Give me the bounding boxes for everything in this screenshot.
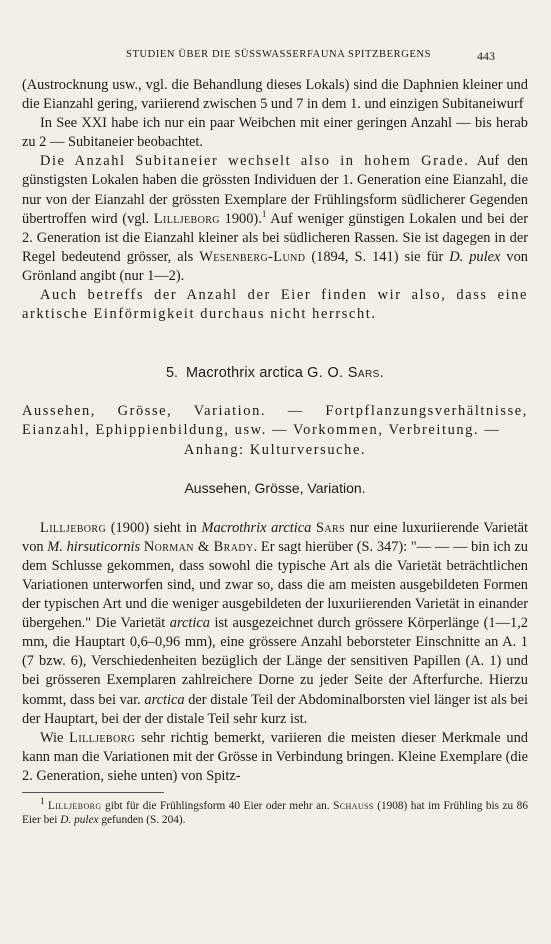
author-name: Norman & Brady [143, 538, 254, 555]
text-run: 1900). [219, 210, 262, 227]
running-title: STUDIEN ÜBER DIE SÜSSWASSERFAUNA SPITZBERGENS [126, 49, 432, 60]
paragraph-eianzahl [22, 152, 528, 286]
section-contents: Aussehen, Grösse, Variation. — Fortpflanzungsverhältnisse, Eianzahl, Ephippienbildung, usw. — Vorkommen, Verbreitung. — [22, 403, 528, 439]
author-name: Wesenberg-Lund [199, 248, 306, 265]
section-heading [22, 364, 528, 383]
author-name: Schauss [333, 800, 374, 812]
text-run: Auf den günstigsten Lokalen haben die grössten Individuen der 1. Generation eine Eianzahl, die nur von der Eianzahl der grössten Exemplare der Frühlingsform südlicherer Gegenden übertroffen wird (vgl. [22, 153, 528, 227]
text-run: (1900) sieht in [106, 519, 202, 536]
footnote-ref: 1 [261, 208, 267, 219]
author-name: Lilljeborg [47, 800, 102, 812]
text-run: (1908) hat im Frühling bis zu 86 Eier bei [22, 800, 528, 827]
paragraph-variation [22, 729, 528, 786]
paragraph-continuation: (Austrocknung usw., vgl. die Behandlung dieses Lokals) sind die Daphnien kleiner und die Eianzahl gering, variierend zwischen 5 und 7 in dem 1. und einzigen Subitaneiwurf [22, 77, 528, 113]
paragraph-conclusion: Auch betreffs der Anzahl der Eier finden wir also, dass eine arktische Einförmigkeit durchaus nicht herrscht. [22, 287, 528, 323]
footnote-mark: 1 [40, 796, 45, 807]
variety-name: arctica [169, 615, 210, 632]
text-run: der distale Teil der Abdominalborsten viel länger ist als bei der Hauptart, bei der der distale Teil sehr kurz ist. [22, 691, 528, 727]
author-name: Sars [316, 519, 346, 536]
paragraph-lilljeborg [22, 519, 528, 729]
species-name: M. hirsuticornis [47, 538, 141, 555]
text-run: nur eine luxuriierende Varietät von [22, 519, 528, 555]
text-run: (1894, S. 141) sie für [305, 248, 450, 265]
page-body [22, 76, 528, 828]
text-run: Wie [40, 729, 70, 746]
species-name: D. pulex [449, 248, 501, 265]
emphasis-statement: Die Anzahl Subitaneier wechselt also in hohem Grade. [40, 153, 470, 170]
variety-name: arctica [144, 691, 185, 708]
section-species: Macrothrix arctica [185, 365, 304, 382]
text-run: gibt für die Frühlingsform 40 Eier oder mehr an. [101, 800, 334, 812]
author-name: Lilljeborg [153, 210, 220, 227]
text-run: sehr richtig bemerkt, variieren die meisten dieser Merkmale und kann man die Variationen mit der Grösse in Verbindung bringen. Kleine Exemplare (die 2. Generation, siehe unten) von Spitz- [22, 729, 528, 784]
section-contents-appendix: Anhang: Kulturversuche. [183, 441, 367, 458]
text-run: von Grönland angibt (nur 1—2). [22, 248, 528, 284]
text-run: . Er sagt hierüber (S. 347): "— — — bin ich zu dem Schlusse gekommen, dass sowohl die typische Art als die Varietät beträchtlichen Variationen unterworfen sind, und zwar so, dass die am meisten ausgebildeten Formen der typischen Art und die weniger ausgebildeten der luxuriierenden Varietät in einander übergehen." Die Varietät [22, 538, 528, 632]
footnote-divider [22, 792, 164, 793]
species-name: D. pulex [60, 814, 99, 827]
author-name: Lilljeborg [69, 729, 136, 746]
author-name: Lilljeborg [40, 519, 107, 536]
section-author: G. O. Sars. [307, 365, 385, 382]
footnote [22, 796, 528, 828]
subsection-heading: Aussehen, Grösse, Variation. [184, 479, 366, 496]
species-name: Macrothrix arctica [201, 519, 312, 536]
page-number: 443 [477, 49, 495, 63]
running-header [0, 49, 551, 63]
text-run: Auf weniger günstigen Lokalen und bei der 2. Generation ist die Eianzahl kleiner als bei südlicheren Rassen. Sie ist dagegen in der Regel bedeutend grösser, als [22, 210, 528, 265]
section-number: 5. [165, 365, 178, 382]
paragraph-see-xxi: In See XXI habe ich nur ein paar Weibchen mit einer geringen Anzahl — bis herab zu 2 — Subitaneier beobachtet. [22, 115, 528, 151]
text-run: gefunden (S. 204). [98, 814, 186, 827]
text-run: ist ausgezeichnet durch grössere Körperlänge (1—1,2 mm, die Hauptart 0,6–0,96 mm), eine grössere Anzahl beborsteter Einschnitte an A. 1 (7 bzw. 6), Verschiedenheiten bezüglich der Länge der sensitiven Papillen (A. 1) und bei grösseren Exemplaren zahlreichere Dorne zu jeder Seite der Afterfurche. Hierzu kommt, dass bei var. [22, 615, 528, 708]
